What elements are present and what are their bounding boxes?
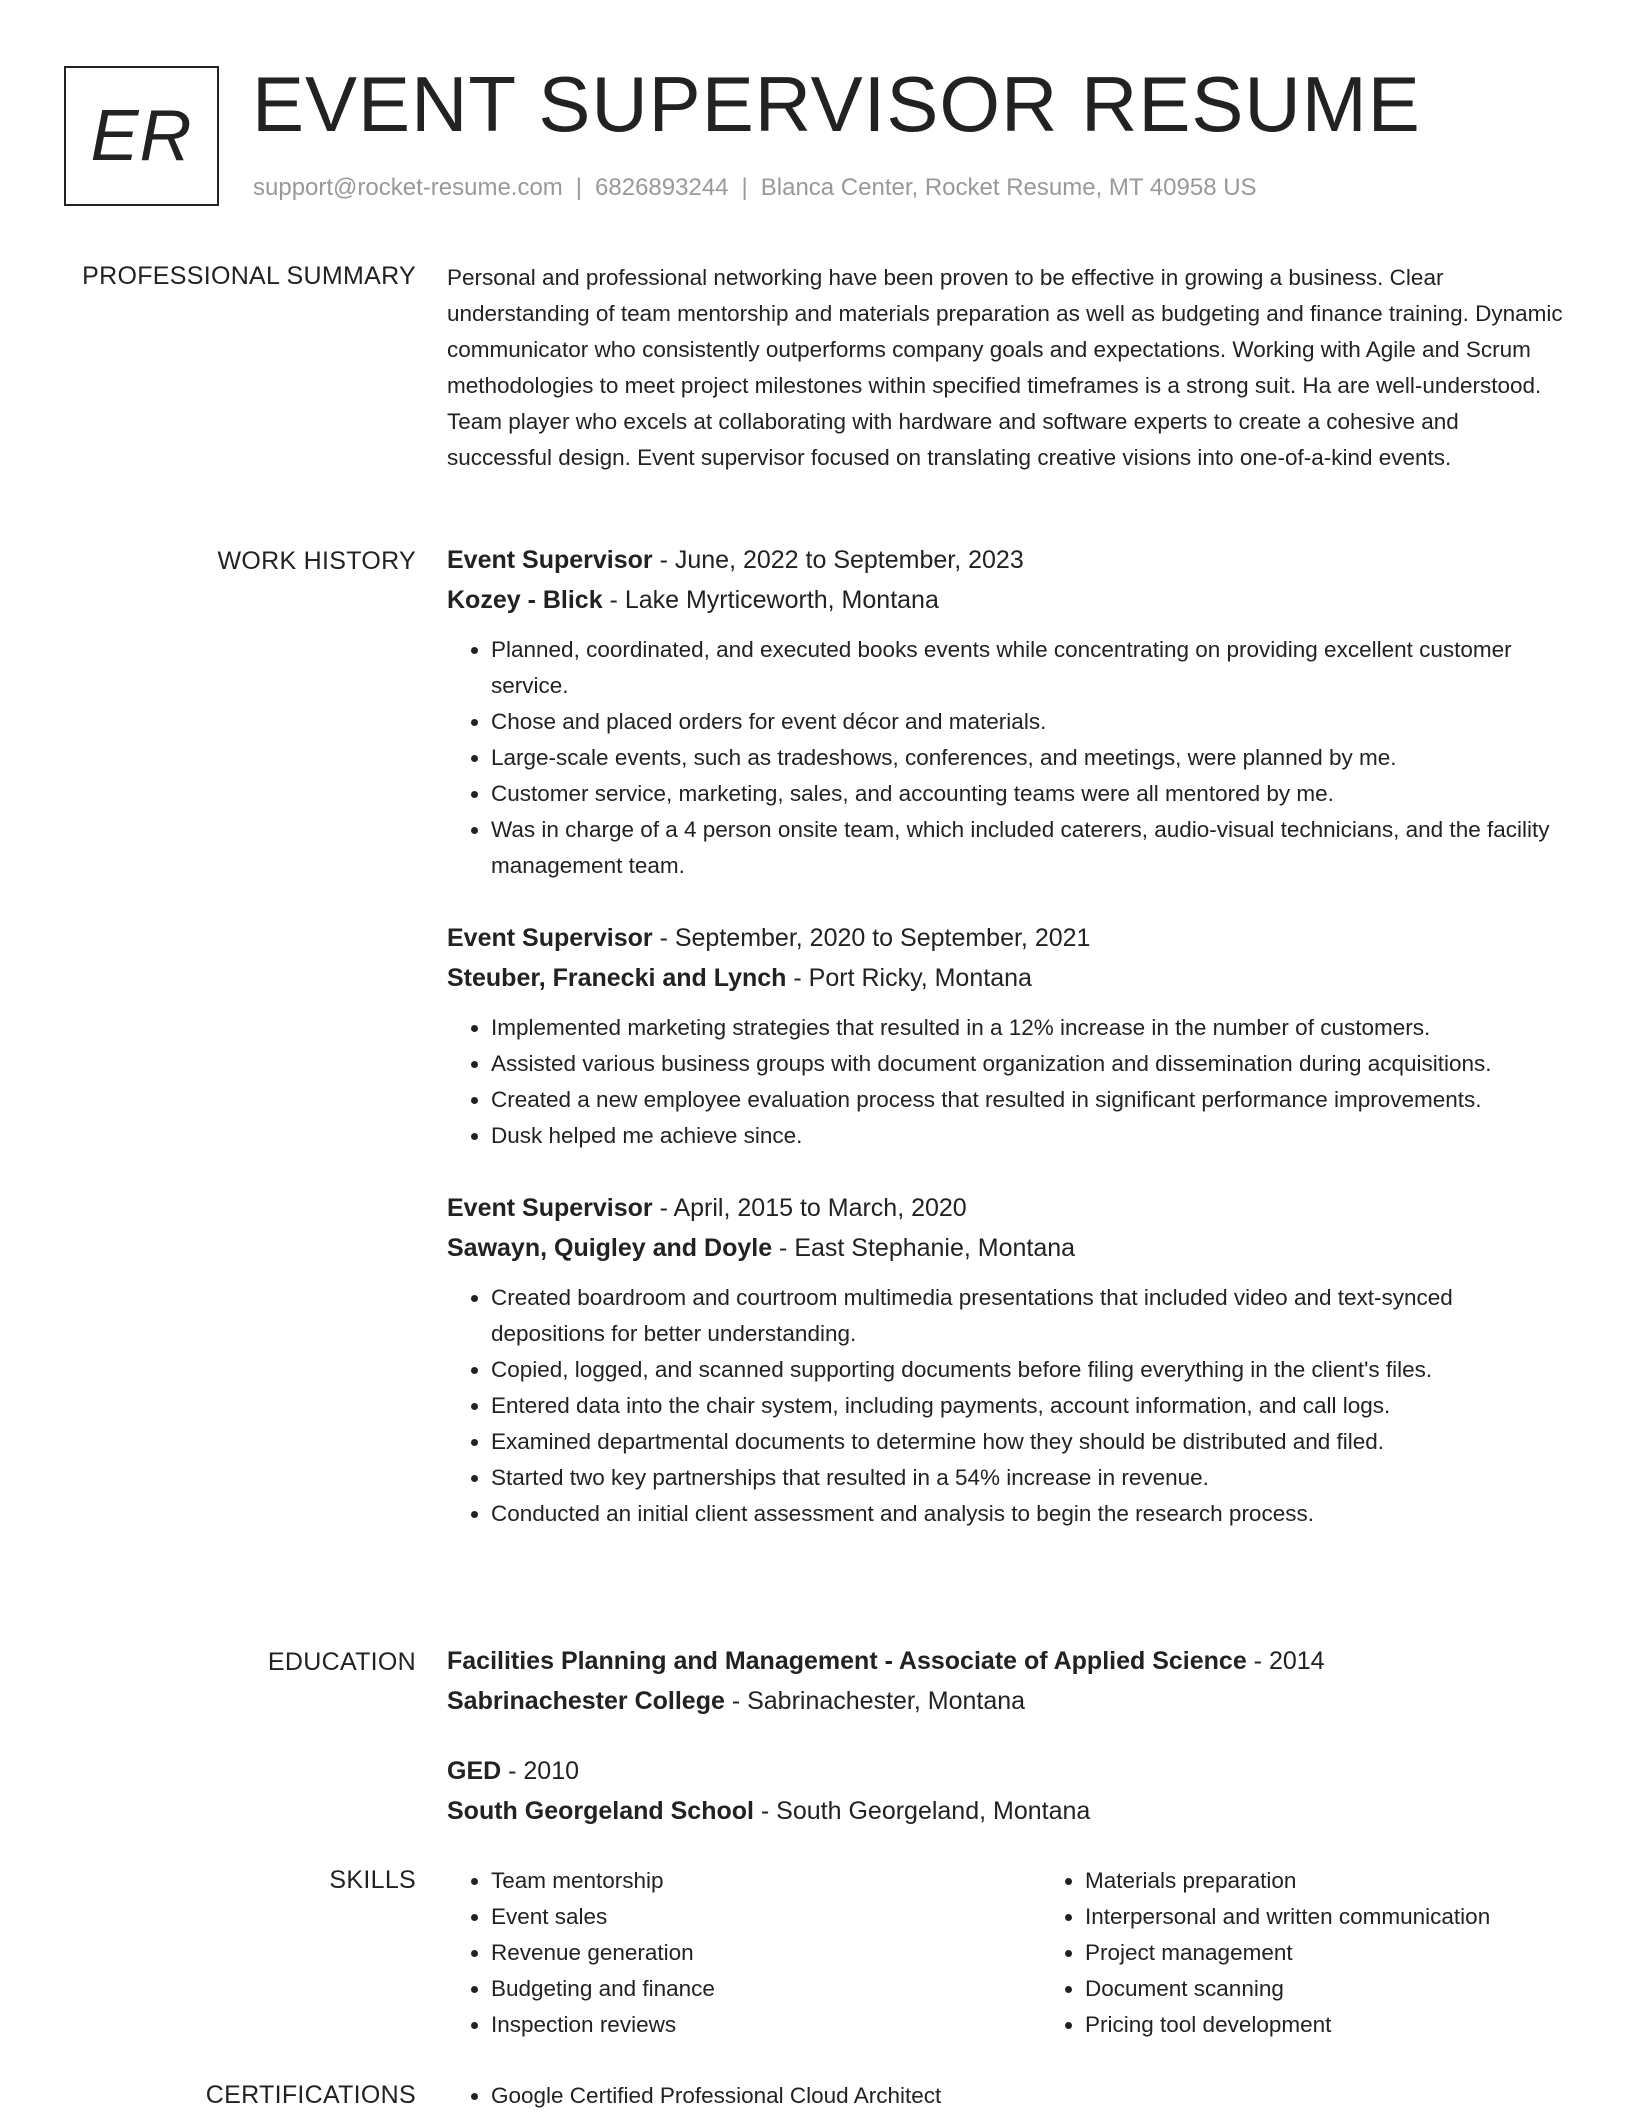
job-bullet: • Copied, logged, and scanned supporting documents before filing everything in the client's files. <box>491 1352 1567 1388</box>
skill-item: • Budgeting and finance <box>491 1971 1041 2007</box>
job-location: - Lake Myrticeworth, Montana <box>602 586 939 614</box>
job-bullet: • Dusk helped me achieve since. <box>491 1118 1567 1154</box>
job-title: Event Supervisor <box>447 546 653 574</box>
education-entry <box>447 1641 1567 1721</box>
job-bullet: • Conducted an initial client assessment and analysis to begin the research process. <box>491 1496 1567 1532</box>
job-company: Sawayn, Quigley and Doyle <box>447 1234 773 1262</box>
contact-line <box>253 174 1257 202</box>
job-title-line <box>447 918 1567 958</box>
job-bullet: • Planned, coordinated, and executed books events while concentrating on providing excellent customer service. <box>491 632 1567 704</box>
job-bullets <box>447 632 1567 884</box>
job-bullet: • Created boardroom and courtroom multimedia presentations that included video and text-synced depositions for better understanding. <box>491 1280 1567 1352</box>
resume-title: EVENT SUPERVISOR RESUME <box>252 60 1421 148</box>
job-bullet: • Entered data into the chair system, including payments, account information, and call logs. <box>491 1388 1567 1424</box>
job-company-line <box>447 958 1567 998</box>
job-bullet: • Chose and placed orders for event décor and materials. <box>491 704 1567 740</box>
education-school: South Georgeland School <box>447 1797 754 1825</box>
job-title: Event Supervisor <box>447 924 653 952</box>
contact-email: support@rocket-resume.com <box>253 174 563 201</box>
skill-item: • Event sales <box>491 1899 1041 1935</box>
skill-item: • Interpersonal and written communication <box>1085 1899 1490 1935</box>
job-title: Event Supervisor <box>447 1194 653 1222</box>
education-degree: GED <box>447 1757 502 1785</box>
section-label-certifications: CERTIFICATIONS <box>205 2081 416 2109</box>
job-bullet: • Assisted various business groups with document organization and dissemination during acquisitions. <box>491 1046 1567 1082</box>
contact-separator: | <box>741 174 748 201</box>
job-bullet: • Implemented marketing strategies that resulted in a 12% increase in the number of customers. <box>491 1010 1567 1046</box>
skill-item: • Materials preparation <box>1085 1863 1490 1899</box>
skills-list-left <box>447 1863 1041 2043</box>
job-bullet: • Examined departmental documents to determine how they should be distributed and filed. <box>491 1424 1567 1460</box>
job-company-line <box>447 580 1567 620</box>
job-company-line <box>447 1228 1567 1268</box>
contact-separator: | <box>575 174 583 201</box>
education-location: - Sabrinachester, Montana <box>724 1687 1026 1715</box>
monogram-initials: ER <box>90 96 193 176</box>
skill-item: • Inspection reviews <box>491 2007 1041 2043</box>
skill-item: • Team mentorship <box>491 1863 1041 1899</box>
job-entry <box>447 1188 1567 1532</box>
job-dates: - September, 2020 to September, 2021 <box>652 924 1091 952</box>
education-entry <box>447 1751 1567 1831</box>
education-degree-line <box>447 1641 1567 1681</box>
section-label-education: EDUCATION <box>267 1648 416 1676</box>
job-title-line <box>447 1188 1567 1228</box>
certifications-list <box>447 2078 1567 2114</box>
job-bullet: • Customer service, marketing, sales, and accounting teams were all mentored by me. <box>491 776 1567 812</box>
skill-item: • Revenue generation <box>491 1935 1041 1971</box>
skill-item: • Document scanning <box>1085 1971 1490 2007</box>
section-label-summary: PROFESSIONAL SUMMARY <box>82 262 416 290</box>
section-label-skills: SKILLS <box>329 1866 416 1894</box>
job-bullet: • Was in charge of a 4 person onsite team, which included caterers, audio-visual technicians, and the facility management team. <box>491 812 1567 884</box>
job-company: Steuber, Franecki and Lynch <box>447 964 787 992</box>
job-location: - Port Ricky, Montana <box>786 964 1032 992</box>
contact-phone: 6826893244 <box>595 174 729 201</box>
monogram-logo <box>64 66 219 206</box>
job-entry <box>447 918 1567 1154</box>
education-year: - 2010 <box>501 1757 580 1785</box>
summary-text: Personal and professional networking have been proven to be effective in growing a business. Clear understanding of team mentorship and materials preparation as well as budgeting and finance training. Dynamic communicator who consistently outperforms company goals and expectations. Working with Agile and Scrum methodologies to meet project milestones within specified timeframes is a strong suit. Ha are well-understood. Team player who excels at collaborating with hardware and software experts to create a cohesive and successful design. Event supervisor focused on translating creative visions into one-of-a-kind events. <box>447 265 1563 470</box>
education-school: Sabrinachester College <box>447 1687 725 1715</box>
job-dates: - April, 2015 to March, 2020 <box>652 1194 967 1222</box>
skills-grid <box>447 1863 1567 2043</box>
job-bullets <box>447 1280 1567 1532</box>
section-label-work-history: WORK HISTORY <box>217 547 416 575</box>
education-year: - 2014 <box>1246 1647 1325 1675</box>
job-bullets <box>447 1010 1567 1154</box>
education-degree-line <box>447 1751 1567 1791</box>
job-bullet: • Created a new employee evaluation process that resulted in significant performance improvements. <box>491 1082 1567 1118</box>
skill-item: • Project management <box>1085 1935 1490 1971</box>
skill-item: • Pricing tool development <box>1085 2007 1490 2043</box>
education-degree: Facilities Planning and Management - Associate of Applied Science <box>447 1647 1247 1675</box>
education-school-line <box>447 1681 1567 1721</box>
job-bullet: • Large-scale events, such as tradeshows, conferences, and meetings, were planned by me. <box>491 740 1567 776</box>
job-company: Kozey - Blick <box>447 586 603 614</box>
job-location: - East Stephanie, Montana <box>772 1234 1076 1262</box>
job-title-line <box>447 540 1567 580</box>
education-location: - South Georgeland, Montana <box>753 1797 1091 1825</box>
job-bullet: • Started two key partnerships that resulted in a 54% increase in revenue. <box>491 1460 1567 1496</box>
education-school-line <box>447 1791 1567 1831</box>
contact-address: Blanca Center, Rocket Resume, MT 40958 US <box>760 174 1257 201</box>
certification-item: • Google Certified Professional Cloud Architect <box>491 2078 1567 2114</box>
job-dates: - June, 2022 to September, 2023 <box>652 546 1024 574</box>
skills-list-right <box>1041 1863 1490 2043</box>
job-entry <box>447 540 1567 884</box>
